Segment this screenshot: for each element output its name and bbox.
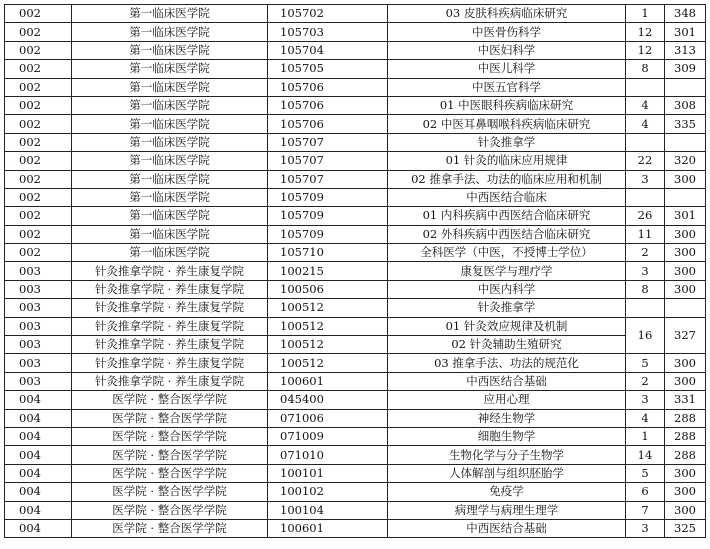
college-cell: 医学院 · 整合医学学院 [72,427,268,445]
college-cell: 医学院 · 整合医学学院 [72,483,268,501]
major-code-cell: 100101 [268,464,388,482]
dept-code-cell: 003 [5,372,72,390]
college-cell: 医学院 · 整合医学学院 [72,446,268,464]
major-code-cell: 045400 [268,391,388,409]
major-name-cell: 病理学与病理生理学 [388,501,626,519]
score-cell: 313 [665,41,706,59]
college-cell: 第一临床医学院 [72,23,268,41]
college-cell: 第一临床医学院 [72,152,268,170]
dept-code-cell: 002 [5,41,72,59]
major-code-cell: 100601 [268,519,388,537]
major-name-cell: 03 皮肤科疾病临床研究 [388,5,626,23]
quota-cell: 5 [626,464,665,482]
major-name-cell: 02 针灸辅助生殖研究 [388,336,626,354]
major-code-cell: 105706 [268,78,388,96]
college-cell: 第一临床医学院 [72,41,268,59]
major-name-cell: 人体解剖与组织胚胎学 [388,464,626,482]
dept-code-cell: 003 [5,262,72,280]
quota-cell: 7 [626,501,665,519]
dept-code-cell: 004 [5,391,72,409]
major-code-cell: 105706 [268,96,388,114]
table-row [5,299,706,317]
college-cell: 第一临床医学院 [72,78,268,96]
table-row [5,317,706,335]
quota-cell: 4 [626,96,665,114]
quota-cell: 3 [626,262,665,280]
table-row [5,519,706,537]
major-code-cell: 105704 [268,41,388,59]
score-cell: 335 [665,115,706,133]
quota-cell: 14 [626,446,665,464]
dept-code-cell: 002 [5,188,72,206]
college-cell: 第一临床医学院 [72,188,268,206]
table-row [5,354,706,372]
major-name-cell: 针灸推拿学 [388,133,626,151]
quota-cell: 22 [626,152,665,170]
quota-cell: 6 [626,483,665,501]
major-code-cell: 105709 [268,207,388,225]
major-code-cell: 071010 [268,446,388,464]
dept-code-cell: 003 [5,280,72,298]
college-cell: 针灸推拿学院 · 养生康复学院 [72,280,268,298]
score-cell: 300 [665,280,706,298]
score-cell: 327 [665,317,706,354]
major-name-cell: 全科医学（中医，不授博士学位） [388,244,626,262]
college-cell: 针灸推拿学院 · 养生康复学院 [72,354,268,372]
major-name-cell: 01 针灸效应规律及机制 [388,317,626,335]
score-cell: 300 [665,225,706,243]
dept-code-cell: 002 [5,207,72,225]
table-row [5,115,706,133]
table-row [5,23,706,41]
college-cell: 医学院 · 整合医学学院 [72,519,268,537]
dept-code-cell: 002 [5,78,72,96]
major-code-cell: 100104 [268,501,388,519]
major-name-cell: 免疫学 [388,483,626,501]
table-row [5,244,706,262]
score-cell [665,78,706,96]
dept-code-cell: 004 [5,409,72,427]
major-code-cell: 105710 [268,244,388,262]
table-row [5,133,706,151]
major-code-cell: 105707 [268,170,388,188]
table-row [5,336,706,354]
major-name-cell: 中医儿科学 [388,60,626,78]
score-cell: 308 [665,96,706,114]
major-code-cell: 105707 [268,152,388,170]
quota-cell: 4 [626,409,665,427]
quota-cell: 1 [626,427,665,445]
dept-code-cell: 004 [5,464,72,482]
quota-cell [626,188,665,206]
table-row [5,464,706,482]
score-cell: 320 [665,152,706,170]
table-row [5,207,706,225]
dept-code-cell: 003 [5,299,72,317]
table-row [5,152,706,170]
college-cell: 医学院 · 整合医学学院 [72,409,268,427]
table-row [5,41,706,59]
score-cell: 348 [665,5,706,23]
college-cell: 第一临床医学院 [72,60,268,78]
major-name-cell: 02 中医耳鼻咽喉科疾病临床研究 [388,115,626,133]
table-row [5,60,706,78]
college-cell: 第一临床医学院 [72,244,268,262]
major-code-cell: 105707 [268,133,388,151]
table-row [5,427,706,445]
table-row [5,372,706,390]
major-code-cell: 105709 [268,188,388,206]
table-row [5,225,706,243]
major-name-cell: 中西医结合基础 [388,372,626,390]
major-code-cell: 105702 [268,5,388,23]
major-code-cell: 105705 [268,60,388,78]
major-name-cell: 03 推拿手法、功法的规范化 [388,354,626,372]
table-body [5,5,706,538]
quota-cell [626,299,665,317]
quota-cell: 12 [626,41,665,59]
score-cell: 288 [665,446,706,464]
dept-code-cell: 002 [5,23,72,41]
table-row [5,78,706,96]
major-name-cell: 细胞生物学 [388,427,626,445]
table-row [5,188,706,206]
college-cell: 第一临床医学院 [72,5,268,23]
major-name-cell: 中西医结合临床 [388,188,626,206]
college-cell: 针灸推拿学院 · 养生康复学院 [72,299,268,317]
table-row [5,409,706,427]
dept-code-cell: 003 [5,317,72,335]
dept-code-cell: 003 [5,336,72,354]
major-name-cell: 针灸推拿学 [388,299,626,317]
quota-cell: 8 [626,60,665,78]
score-cell: 300 [665,170,706,188]
major-code-cell: 100512 [268,317,388,335]
score-cell [665,188,706,206]
quota-cell [626,78,665,96]
major-name-cell: 康复医学与理疗学 [388,262,626,280]
major-name-cell: 中医五官科学 [388,78,626,96]
college-cell: 针灸推拿学院 · 养生康复学院 [72,336,268,354]
table-row [5,391,706,409]
table-row [5,446,706,464]
dept-code-cell: 003 [5,354,72,372]
major-name-cell: 中医骨伤科学 [388,23,626,41]
major-code-cell: 105703 [268,23,388,41]
score-cell: 331 [665,391,706,409]
college-cell: 针灸推拿学院 · 养生康复学院 [72,317,268,335]
quota-cell [626,133,665,151]
score-cell: 300 [665,354,706,372]
dept-code-cell: 002 [5,115,72,133]
score-cell: 288 [665,427,706,445]
major-code-cell: 100512 [268,336,388,354]
major-code-cell: 100512 [268,299,388,317]
major-code-cell: 100506 [268,280,388,298]
major-name-cell: 01 中医眼科疾病临床研究 [388,96,626,114]
college-cell: 医学院 · 整合医学学院 [72,391,268,409]
dept-code-cell: 002 [5,244,72,262]
score-cell: 300 [665,244,706,262]
table-row [5,483,706,501]
score-cell [665,299,706,317]
dept-code-cell: 002 [5,225,72,243]
major-name-cell: 中医内科学 [388,280,626,298]
quota-cell: 8 [626,280,665,298]
major-name-cell: 神经生物学 [388,409,626,427]
major-name-cell: 02 推拿手法、功法的临床应用和机制 [388,170,626,188]
table-row [5,170,706,188]
major-name-cell: 中西医结合基础 [388,519,626,537]
college-cell: 第一临床医学院 [72,170,268,188]
score-cell: 300 [665,501,706,519]
quota-cell: 11 [626,225,665,243]
table-row [5,280,706,298]
college-cell: 第一临床医学院 [72,115,268,133]
quota-cell: 4 [626,115,665,133]
college-cell: 第一临床医学院 [72,133,268,151]
quota-cell: 3 [626,519,665,537]
major-name-cell: 中医妇科学 [388,41,626,59]
quota-cell: 3 [626,391,665,409]
quota-cell: 3 [626,170,665,188]
dept-code-cell: 004 [5,501,72,519]
college-cell: 医学院 · 整合医学学院 [72,501,268,519]
score-cell: 325 [665,519,706,537]
score-cell: 309 [665,60,706,78]
college-cell: 医学院 · 整合医学学院 [72,464,268,482]
quota-cell: 12 [626,23,665,41]
major-name-cell: 应用心理 [388,391,626,409]
college-cell: 第一临床医学院 [72,96,268,114]
major-name-cell: 生物化学与分子生物学 [388,446,626,464]
dept-code-cell: 002 [5,133,72,151]
major-code-cell: 105706 [268,115,388,133]
dept-code-cell: 002 [5,5,72,23]
score-cell: 301 [665,23,706,41]
major-code-cell: 100215 [268,262,388,280]
score-cell: 300 [665,464,706,482]
dept-code-cell: 002 [5,152,72,170]
major-code-cell: 105709 [268,225,388,243]
major-code-cell: 071006 [268,409,388,427]
table-row [5,262,706,280]
table-row [5,5,706,23]
dept-code-cell: 002 [5,96,72,114]
score-cell: 301 [665,207,706,225]
table-row [5,96,706,114]
major-code-cell: 071009 [268,427,388,445]
quota-cell: 2 [626,244,665,262]
dept-code-cell: 004 [5,519,72,537]
quota-cell: 26 [626,207,665,225]
dept-code-cell: 002 [5,170,72,188]
major-code-cell: 100102 [268,483,388,501]
dept-code-cell: 004 [5,483,72,501]
quota-cell: 5 [626,354,665,372]
score-cell: 300 [665,262,706,280]
dept-code-cell: 004 [5,446,72,464]
major-name-cell: 01 针灸的临床应用规律 [388,152,626,170]
quota-cell: 1 [626,5,665,23]
dept-code-cell: 002 [5,60,72,78]
college-cell: 针灸推拿学院 · 养生康复学院 [72,262,268,280]
quota-cell: 2 [626,372,665,390]
major-code-cell: 100601 [268,372,388,390]
major-name-cell: 02 外科疾病中西医结合临床研究 [388,225,626,243]
college-cell: 针灸推拿学院 · 养生康复学院 [72,372,268,390]
score-cell [665,133,706,151]
college-cell: 第一临床医学院 [72,225,268,243]
score-cell: 288 [665,409,706,427]
quota-cell: 16 [626,317,665,354]
score-cell: 300 [665,483,706,501]
major-name-cell: 01 内科疾病中西医结合临床研究 [388,207,626,225]
admissions-table [4,4,706,538]
dept-code-cell: 004 [5,427,72,445]
major-code-cell: 100512 [268,354,388,372]
college-cell: 第一临床医学院 [72,207,268,225]
table-row [5,501,706,519]
score-cell: 300 [665,372,706,390]
